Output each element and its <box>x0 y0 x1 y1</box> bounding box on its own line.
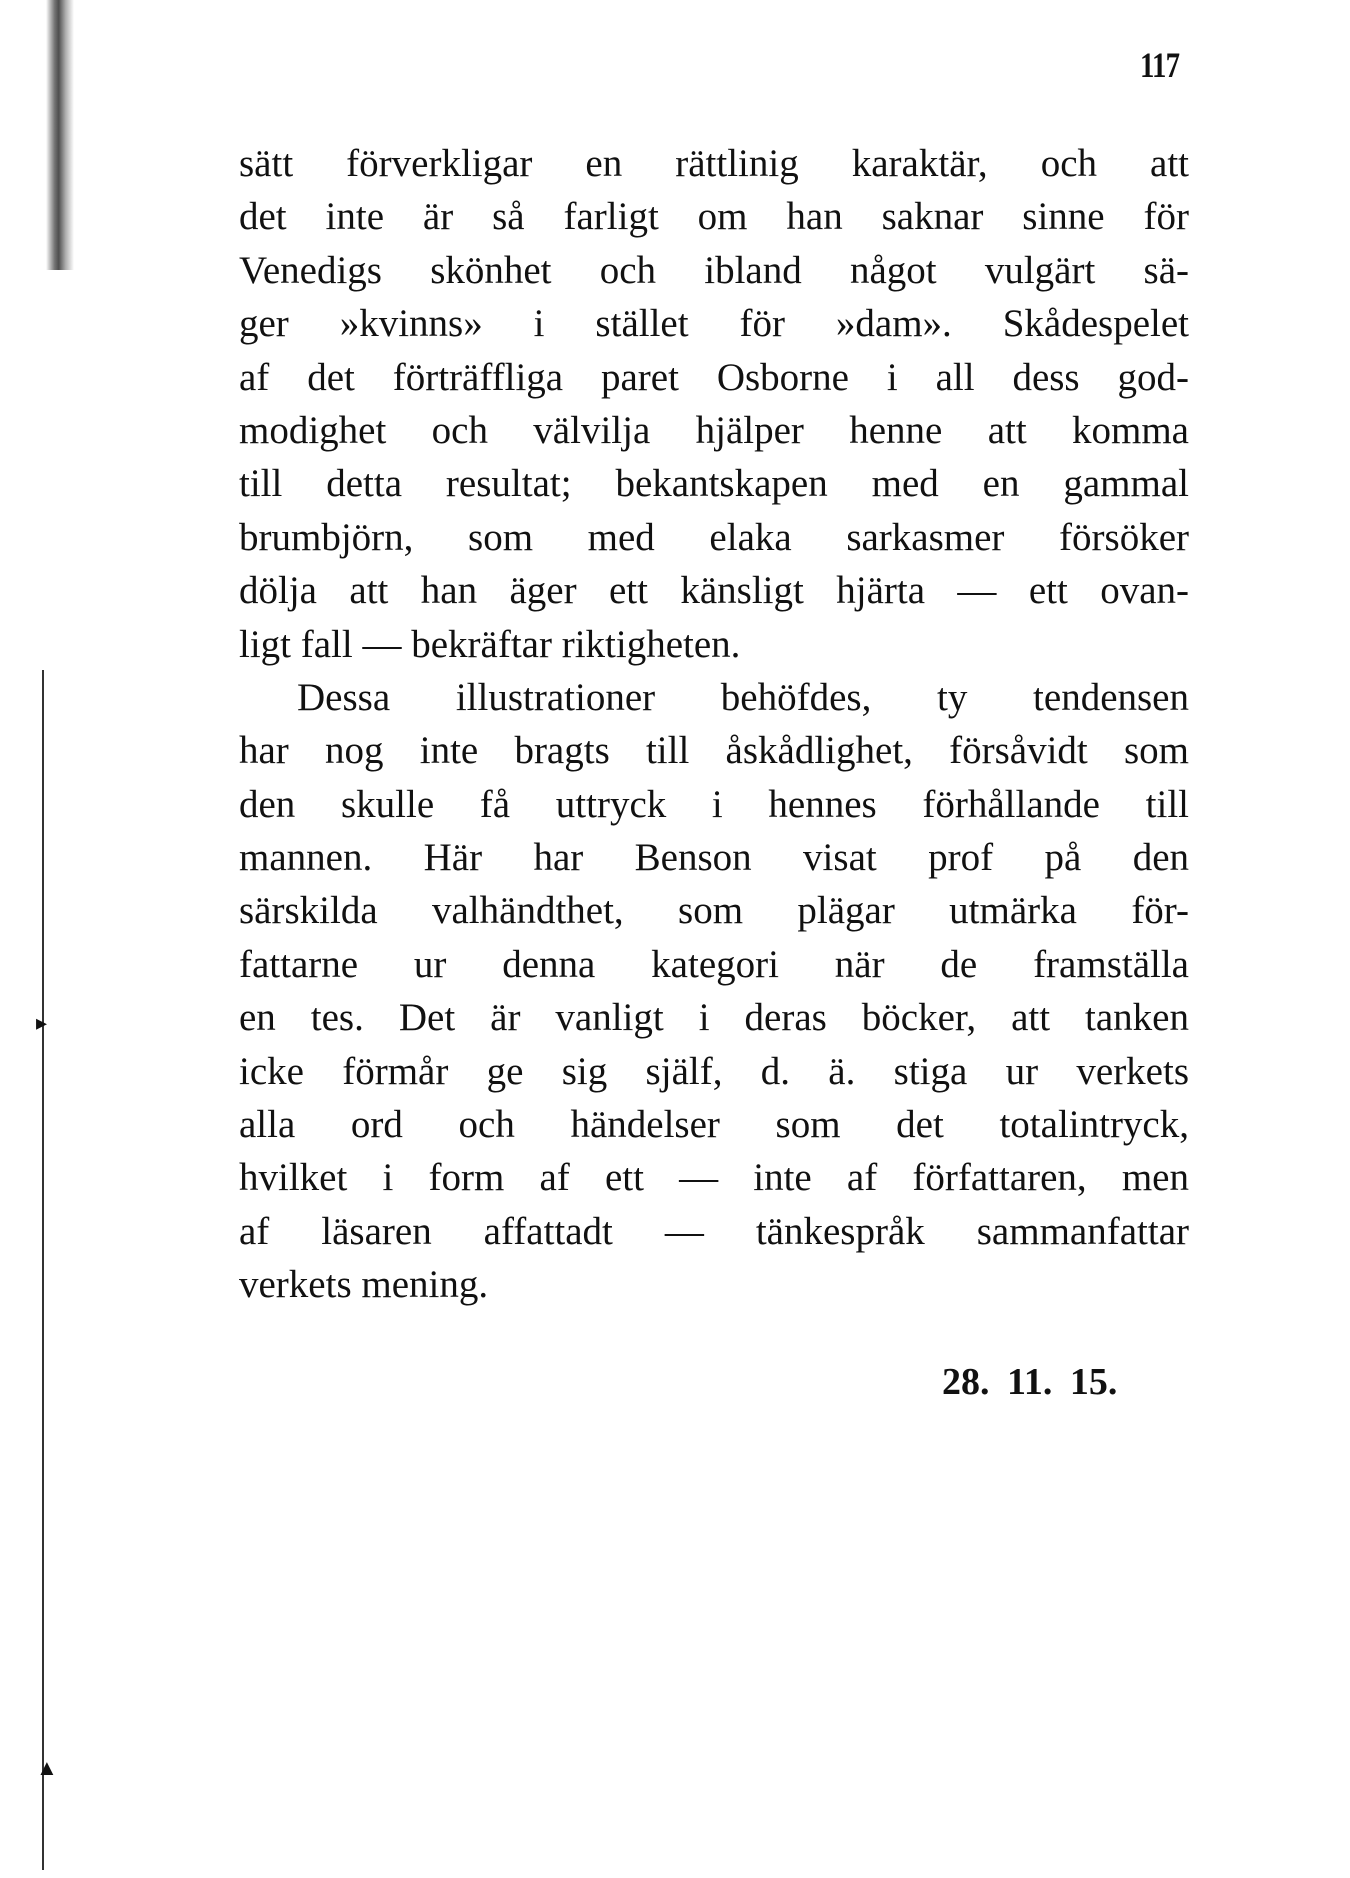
text-line: den skulle få uttryck i hennes förhållande till <box>239 782 1189 826</box>
margin-mark: ▲ <box>36 1755 58 1780</box>
text-line: till detta resultat; bekantskapen med en gammal <box>239 462 1189 506</box>
text-line: af läsaren affattadt — tänkespråk sammanfattar <box>239 1209 1189 1253</box>
text-line: särskilda valhändthet, som plägar utmärka för- <box>239 889 1189 933</box>
body-text <box>239 137 1189 1312</box>
scan-edge-shadow <box>46 0 74 270</box>
text-line: dölja att han äger ett känsligt hjärta — ett ovan- <box>239 569 1189 613</box>
text-line: har nog inte bragts till åskådlighet, försåvidt som <box>239 729 1189 773</box>
text-line: ligt fall — bekräftar riktigheten. <box>239 622 741 666</box>
text-line: alla ord och händelser som det totalintryck, <box>239 1103 1189 1147</box>
text-line: fattarne ur denna kategori när de framställa <box>239 942 1189 986</box>
text-line: brumbjörn, som med elaka sarkasmer försöker <box>239 515 1189 559</box>
text-line: Venedigs skönhet och ibland något vulgärt sä- <box>239 248 1189 292</box>
text-line: ger »kvinns» i stället för »dam». Skådespelet <box>239 302 1189 346</box>
text-line: Dessa illustrationer behöfdes, ty tendensen <box>297 675 1189 719</box>
text-line: modighet och välvilja hjälper henne att komma <box>239 408 1189 452</box>
date: 28. 11. 15. <box>942 1361 1118 1403</box>
margin-mark: ▸ <box>36 1010 48 1035</box>
text-line: en tes. Det är vanligt i deras böcker, att tanken <box>239 996 1189 1040</box>
margin-line <box>42 670 44 1870</box>
page-number: 117 <box>1140 45 1180 85</box>
text-line: icke förmår ge sig själf, d. ä. stiga ur verkets <box>239 1049 1189 1093</box>
text-line: hvilket i form af ett — inte af författaren, men <box>239 1156 1189 1200</box>
text-line: det inte är så farligt om han saknar sinne för <box>239 195 1189 239</box>
text-line: mannen. Här har Benson visat prof på den <box>239 836 1189 880</box>
text-line: verkets mening. <box>239 1263 489 1307</box>
text-line: af det förträffliga paret Osborne i all dess god- <box>239 355 1189 399</box>
text-line: sätt förverkligar en rättlinig karaktär, och att <box>239 142 1189 185</box>
